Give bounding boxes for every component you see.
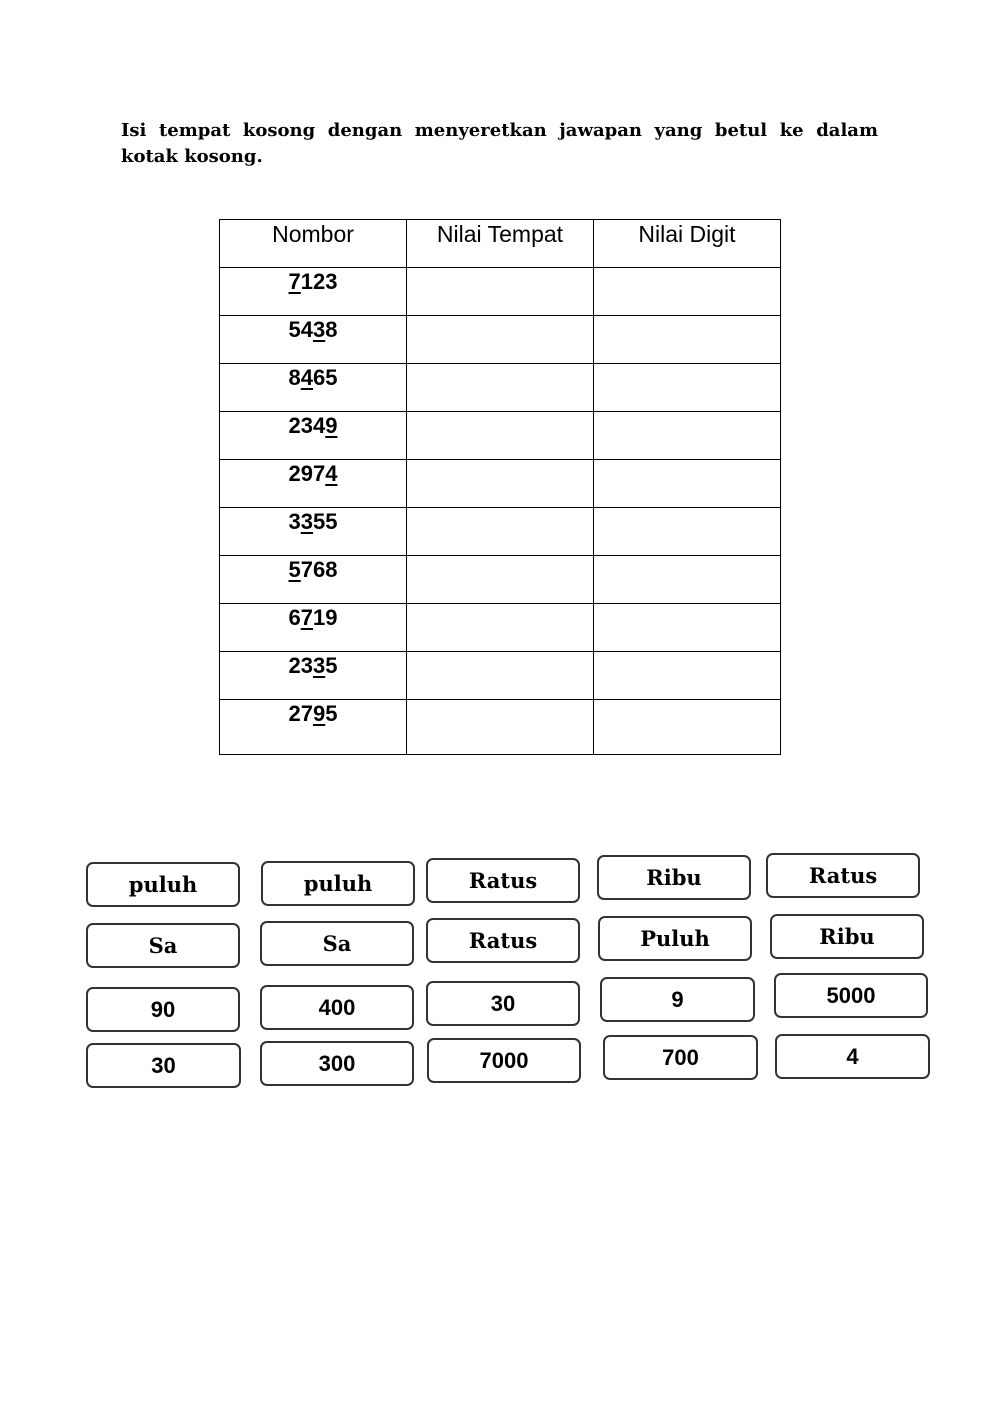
header-nilai-digit: Nilai Digit (594, 220, 781, 268)
place-value-dropzone[interactable] (407, 652, 594, 700)
answer-card[interactable]: 9 (600, 977, 755, 1022)
number-digits-before: 8 (288, 365, 301, 390)
answer-card[interactable]: Sa (260, 921, 414, 966)
digit-value-dropzone[interactable] (594, 316, 781, 364)
digit-value-dropzone[interactable] (594, 460, 781, 508)
table-row (220, 604, 781, 652)
answer-card[interactable]: 5000 (774, 973, 928, 1018)
instruction-text: Isi tempat kosong dengan menyeretkan jawapan yang betul ke dalam kotak kosong. (121, 120, 878, 167)
underlined-digit: 4 (300, 365, 313, 390)
place-value-dropzone[interactable] (407, 460, 594, 508)
header-nombor: Nombor (220, 220, 407, 268)
underlined-digit: 7 (300, 605, 313, 630)
table-row (220, 268, 781, 316)
answer-card[interactable]: puluh (261, 861, 415, 906)
number-cell (220, 652, 407, 700)
number-cell (220, 508, 407, 556)
number-digits-before: 6 (288, 605, 301, 630)
answer-card[interactable]: 30 (426, 981, 580, 1026)
digit-value-dropzone[interactable] (594, 700, 781, 755)
digit-value-dropzone[interactable] (594, 508, 781, 556)
underlined-digit: 7 (288, 269, 301, 294)
answer-card[interactable]: Ribu (770, 914, 924, 959)
number-digits-after: 19 (313, 605, 338, 630)
underlined-digit: 3 (300, 509, 313, 534)
answer-card[interactable]: Puluh (598, 916, 752, 961)
number-digits-after: 768 (300, 557, 338, 582)
number-cell (220, 364, 407, 412)
underlined-digit: 9 (325, 413, 338, 438)
table-row (220, 700, 781, 755)
answer-card[interactable]: Sa (86, 923, 240, 968)
underlined-digit: 5 (288, 557, 301, 582)
number-digits-before: 54 (288, 317, 313, 342)
answer-card[interactable]: 90 (86, 987, 240, 1032)
number-cell (220, 556, 407, 604)
digit-value-dropzone[interactable] (594, 652, 781, 700)
answer-card[interactable]: Ratus (426, 918, 580, 963)
answer-card[interactable]: 4 (775, 1034, 930, 1079)
place-value-dropzone[interactable] (407, 268, 594, 316)
answer-card[interactable]: Ribu (597, 855, 751, 900)
answer-card[interactable]: Ratus (766, 853, 920, 898)
digit-value-dropzone[interactable] (594, 268, 781, 316)
digit-value-dropzone[interactable] (594, 412, 781, 460)
number-digits-before: 23 (288, 653, 313, 678)
place-value-dropzone[interactable] (407, 364, 594, 412)
table-row (220, 556, 781, 604)
answer-card[interactable]: 300 (260, 1041, 414, 1086)
number-cell (220, 316, 407, 364)
answer-card[interactable]: 7000 (427, 1038, 581, 1083)
place-value-table (219, 219, 781, 755)
number-cell (220, 604, 407, 652)
header-nilai-tempat: Nilai Tempat (407, 220, 594, 268)
place-value-dropzone[interactable] (407, 700, 594, 755)
digit-value-dropzone[interactable] (594, 364, 781, 412)
table-row (220, 508, 781, 556)
answer-card[interactable]: puluh (86, 862, 240, 907)
table-header-row (220, 220, 781, 268)
number-digits-after: 5 (325, 653, 338, 678)
underlined-digit: 9 (312, 701, 326, 726)
table-row (220, 364, 781, 412)
number-cell (220, 412, 407, 460)
number-digits-after: 5 (325, 701, 338, 726)
number-digits-before: 3 (288, 509, 301, 534)
number-digits-after: 123 (300, 269, 338, 294)
place-value-dropzone[interactable] (407, 316, 594, 364)
place-value-dropzone[interactable] (407, 412, 594, 460)
number-digits-before: 27 (288, 701, 313, 726)
number-digits-before: 234 (288, 413, 326, 438)
table-row (220, 316, 781, 364)
answer-card[interactable]: 700 (603, 1035, 758, 1080)
underlined-digit: 3 (312, 653, 326, 678)
table-row (220, 412, 781, 460)
place-value-dropzone[interactable] (407, 508, 594, 556)
answer-card[interactable]: 30 (86, 1043, 241, 1088)
table-row (220, 652, 781, 700)
underlined-digit: 3 (312, 317, 326, 342)
number-cell (220, 268, 407, 316)
place-value-dropzone[interactable] (407, 604, 594, 652)
table-row (220, 460, 781, 508)
place-value-dropzone[interactable] (407, 556, 594, 604)
number-digits-after: 8 (325, 317, 338, 342)
answer-card[interactable]: Ratus (426, 858, 580, 903)
number-cell (220, 700, 407, 755)
number-digits-after: 55 (313, 509, 338, 534)
number-digits-before: 297 (288, 461, 326, 486)
number-digits-after: 65 (313, 365, 338, 390)
digit-value-dropzone[interactable] (594, 556, 781, 604)
answer-card[interactable]: 400 (260, 985, 414, 1030)
underlined-digit: 4 (325, 461, 338, 486)
digit-value-dropzone[interactable] (594, 604, 781, 652)
number-cell (220, 460, 407, 508)
